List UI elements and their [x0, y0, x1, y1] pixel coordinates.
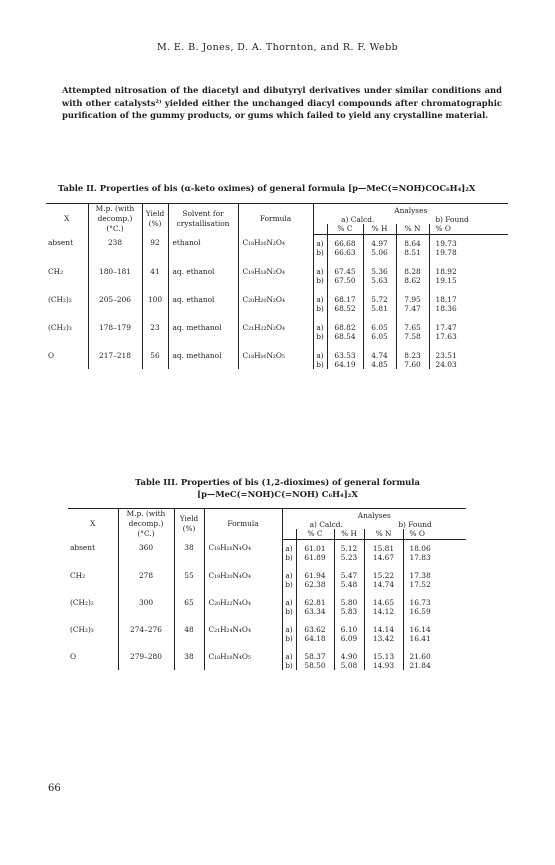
cell-calcd-o: 19.73	[429, 234, 508, 248]
cell-calcd-n: 8.23	[396, 341, 429, 360]
cell-found-n: 14.67	[364, 553, 403, 562]
cell-mp: 278	[118, 562, 174, 589]
cell-found-n: 14.12	[364, 607, 403, 616]
cell-calcd-o: 18.17	[429, 285, 508, 304]
cell-solvent: ethanol	[168, 234, 238, 257]
cell-calcd-marker: a)	[313, 285, 327, 304]
cell-calcd-c: 66.68	[327, 234, 363, 248]
table-row	[46, 234, 508, 248]
col-header-solvent: Solvent for crystallisation	[168, 204, 238, 235]
table-3	[68, 508, 466, 670]
col-header-c: % C	[296, 529, 334, 539]
col-header-c: % C	[327, 224, 363, 234]
cell-calcd-h: 5.80	[334, 589, 364, 607]
cell-found-c: 61.89	[296, 553, 334, 562]
table-row	[68, 589, 466, 607]
cell-calcd-h: 5.36	[363, 257, 396, 276]
cell-calcd-h: 5.72	[363, 285, 396, 304]
cell-x: (CH₂)₃	[70, 624, 94, 634]
cell-found-c: 66.63	[327, 248, 363, 257]
cell-found-marker: b)	[282, 607, 296, 616]
col-header-yield: Yield (%)	[174, 509, 204, 540]
cell-found-o: 17.83	[403, 553, 466, 562]
cell-found-o: 17.52	[403, 580, 466, 589]
cell-found-n: 8.51	[396, 248, 429, 257]
cell-found-n: 8.62	[396, 276, 429, 285]
cell-calcd-c: 61.01	[296, 539, 334, 553]
cell-calcd-c: 63.53	[327, 341, 363, 360]
cell-yield: 38	[174, 643, 204, 670]
col-header-n: % N	[396, 224, 429, 234]
cell-formula: C₁₈H₁₈N₄O₅	[204, 643, 282, 670]
cell-calcd-c: 67.45	[327, 257, 363, 276]
table-row	[68, 643, 466, 661]
cell-found-n: 14.74	[364, 580, 403, 589]
cell-found-marker: b)	[282, 553, 296, 562]
table-row	[68, 539, 466, 553]
cell-calcd-o: 17.47	[429, 313, 508, 332]
cell-found-n: 7.60	[396, 360, 429, 369]
cell-yield: 23	[142, 313, 168, 341]
cell-found-h: 5.08	[334, 661, 364, 670]
cell-mp: 180–181	[88, 257, 142, 285]
cell-found-c: 67.50	[327, 276, 363, 285]
cell-formula: C₁₉H₂₀N₄O₄	[204, 562, 282, 589]
table-3-caption-line1: Table III. Properties of bis (1,2-dioximes) of general formula	[135, 477, 420, 487]
col-header-n: % N	[364, 529, 403, 539]
cell-calcd-o: 18.06	[403, 539, 466, 553]
cell-calcd-o: 16.14	[403, 616, 466, 634]
cell-found-h: 5.06	[363, 248, 396, 257]
cell-found-c: 64.18	[296, 634, 334, 643]
cell-x: CH₂	[48, 266, 64, 276]
cell-calcd-n: 15.22	[364, 562, 403, 580]
cell-calcd-n: 15.13	[364, 643, 403, 661]
cell-mp: 300	[118, 589, 174, 616]
cell-x: absent	[70, 543, 96, 552]
cell-formula: C₂₀H₂₀N₂O₄	[238, 285, 313, 313]
col-header-formula: Formula	[204, 509, 282, 540]
table-3-body	[68, 539, 466, 670]
cell-found-c: 68.52	[327, 304, 363, 313]
cell-found-marker: b)	[313, 360, 327, 369]
cell-calcd-c: 68.82	[327, 313, 363, 332]
cell-yield: 100	[142, 285, 168, 313]
cell-found-n: 7.58	[396, 332, 429, 341]
cell-calcd-marker: a)	[282, 589, 296, 607]
cell-mp: 217–218	[88, 341, 142, 369]
table-row	[46, 285, 508, 304]
cell-calcd-n: 7.65	[396, 313, 429, 332]
cell-mp: 279–280	[118, 643, 174, 670]
cell-found-o: 19.78	[429, 248, 508, 257]
cell-mp: 238	[88, 234, 142, 257]
cell-calcd-o: 18.92	[429, 257, 508, 276]
cell-calcd-h: 5.47	[334, 562, 364, 580]
cell-found-n: 13.42	[364, 634, 403, 643]
cell-calcd-c: 68.17	[327, 285, 363, 304]
cell-found-o: 16.41	[403, 634, 466, 643]
cell-mp: 360	[118, 539, 174, 562]
col-header-found: b) Found	[398, 520, 432, 530]
col-header-o: % O	[429, 224, 508, 234]
cell-calcd-n: 14.65	[364, 589, 403, 607]
cell-found-o: 24.03	[429, 360, 508, 369]
col-header-x: X	[46, 204, 88, 235]
cell-found-h: 5.83	[334, 607, 364, 616]
cell-mp: 205–206	[88, 285, 142, 313]
cell-calcd-h: 4.97	[363, 234, 396, 248]
col-header-h: % H	[363, 224, 396, 234]
cell-found-marker: b)	[313, 276, 327, 285]
cell-x: (CH₂)₂	[70, 597, 94, 607]
cell-formula: C₁₈H₁₆N₂O₅	[238, 341, 313, 369]
cell-calcd-h: 6.05	[363, 313, 396, 332]
cell-found-marker: b)	[282, 634, 296, 643]
cell-found-h: 6.09	[334, 634, 364, 643]
cell-calcd-h: 5.12	[334, 539, 364, 553]
cell-found-n: 14.93	[364, 661, 403, 670]
cell-calcd-n: 15.81	[364, 539, 403, 553]
cell-found-h: 5.81	[363, 304, 396, 313]
cell-found-h: 6.05	[363, 332, 396, 341]
cell-found-marker: b)	[313, 332, 327, 341]
cell-solvent: aq. ethanol	[168, 285, 238, 313]
cell-calcd-n: 14.14	[364, 616, 403, 634]
cell-found-marker: b)	[313, 304, 327, 313]
cell-calcd-c: 58.37	[296, 643, 334, 661]
cell-found-h: 5.23	[334, 553, 364, 562]
cell-calcd-n: 8.28	[396, 257, 429, 276]
cell-yield: 92	[142, 234, 168, 257]
cell-mp: 178–179	[88, 313, 142, 341]
running-header: M. E. B. Jones, D. A. Thornton, and R. F. Webb	[156, 42, 399, 53]
col-header-analyses: Analyses	[282, 509, 466, 521]
cell-formula: C₂₁H₂₂N₂O₄	[238, 313, 313, 341]
cell-calcd-n: 8.64	[396, 234, 429, 248]
cell-found-o: 19.15	[429, 276, 508, 285]
cell-found-marker: b)	[282, 661, 296, 670]
cell-x: O	[70, 651, 77, 661]
cell-calcd-marker: a)	[282, 562, 296, 580]
cell-found-marker: b)	[282, 580, 296, 589]
table-row	[46, 341, 508, 360]
table-row	[46, 257, 508, 276]
col-header-mp: M.p. (with decomp.) (°C.)	[88, 204, 142, 235]
cell-found-h: 5.48	[334, 580, 364, 589]
table-3-caption-line2: [p—MeC(=NOH)C(=NOH) C₆H₄]₂X	[197, 489, 358, 499]
col-header-found: b) Found	[435, 215, 469, 225]
cell-found-o: 16.59	[403, 607, 466, 616]
cell-mp: 274–276	[118, 616, 174, 643]
col-header-o: % O	[403, 529, 466, 539]
cell-found-c: 58.50	[296, 661, 334, 670]
cell-found-c: 68.54	[327, 332, 363, 341]
table-2-caption: Table II. Properties of bis (α-keto oximes) of general formula [p—MeC(=NOH)COC₆H₄]₂X	[58, 183, 476, 193]
cell-calcd-marker: a)	[282, 539, 296, 553]
cell-calcd-o: 21.60	[403, 643, 466, 661]
table-2-body	[46, 234, 508, 369]
cell-calcd-marker: a)	[313, 257, 327, 276]
page-number: 66	[48, 783, 61, 794]
cell-yield: 55	[174, 562, 204, 589]
cell-yield: 48	[174, 616, 204, 643]
table-row	[68, 616, 466, 634]
table-row	[46, 313, 508, 332]
cell-yield: 56	[142, 341, 168, 369]
col-header-yield: Yield (%)	[142, 204, 168, 235]
cell-found-o: 21.84	[403, 661, 466, 670]
cell-formula: C₁₈H₁₆N₂O₄	[238, 234, 313, 257]
col-header-analyses: Analyses	[313, 204, 508, 216]
cell-calcd-h: 4.90	[334, 643, 364, 661]
cell-x: CH₂	[70, 570, 86, 580]
cell-calcd-h: 4.74	[363, 341, 396, 360]
cell-solvent: aq. ethanol	[168, 257, 238, 285]
cell-formula: C₁₈H₁₈N₄O₄	[204, 539, 282, 562]
cell-found-h: 5.63	[363, 276, 396, 285]
cell-found-h: 4.85	[363, 360, 396, 369]
cell-found-n: 7.47	[396, 304, 429, 313]
cell-found-c: 63.34	[296, 607, 334, 616]
cell-yield: 38	[174, 539, 204, 562]
intro-paragraph: Attempted nitrosation of the diacetyl and dibutyryl derivatives under similar conditions and with other catalysts²⁾ yielded either the unchanged diacyl compounds after chromatographic purification of the gummy products, or gums which failed to yield any crystalline material.	[62, 85, 502, 121]
cell-calcd-marker: a)	[313, 234, 327, 248]
cell-solvent: aq. methanol	[168, 341, 238, 369]
cell-x: absent	[48, 238, 74, 247]
cell-found-c: 64.19	[327, 360, 363, 369]
cell-calcd-n: 7.95	[396, 285, 429, 304]
cell-formula: C₂₁H₂₄N₄O₄	[204, 616, 282, 643]
table-3-caption	[0, 476, 555, 500]
cell-calcd-marker: a)	[313, 313, 327, 332]
col-header-x: X	[68, 509, 118, 540]
cell-calcd-h: 6.10	[334, 616, 364, 634]
col-header-h: % H	[334, 529, 364, 539]
col-header-mp: M.p. (with decomp.) (°C.)	[118, 509, 174, 540]
cell-solvent: aq. methanol	[168, 313, 238, 341]
cell-calcd-o: 17.38	[403, 562, 466, 580]
table-row	[68, 562, 466, 580]
cell-calcd-o: 23.51	[429, 341, 508, 360]
cell-found-o: 18.36	[429, 304, 508, 313]
cell-x: (CH₂)₃	[48, 322, 72, 332]
cell-found-marker: b)	[313, 248, 327, 257]
cell-calcd-marker: a)	[313, 341, 327, 360]
cell-formula: C₂₀H₂₂N₄O₄	[204, 589, 282, 616]
cell-found-c: 62.38	[296, 580, 334, 589]
cell-calcd-marker: a)	[282, 643, 296, 661]
cell-found-o: 17.63	[429, 332, 508, 341]
table-2	[46, 203, 508, 369]
cell-calcd-marker: a)	[282, 616, 296, 634]
col-header-formula: Formula	[238, 204, 313, 235]
cell-calcd-o: 16.73	[403, 589, 466, 607]
cell-calcd-c: 61.94	[296, 562, 334, 580]
cell-x: O	[48, 350, 55, 360]
cell-calcd-c: 63.62	[296, 616, 334, 634]
col-header-calcd: a) Calcd.	[282, 520, 364, 529]
cell-x: (CH₂)₂	[48, 294, 72, 304]
cell-calcd-c: 62.81	[296, 589, 334, 607]
col-header-calcd: a) Calcd.	[313, 215, 396, 224]
cell-formula: C₁₉H₁₈N₂O₄	[238, 257, 313, 285]
cell-yield: 65	[174, 589, 204, 616]
cell-yield: 41	[142, 257, 168, 285]
